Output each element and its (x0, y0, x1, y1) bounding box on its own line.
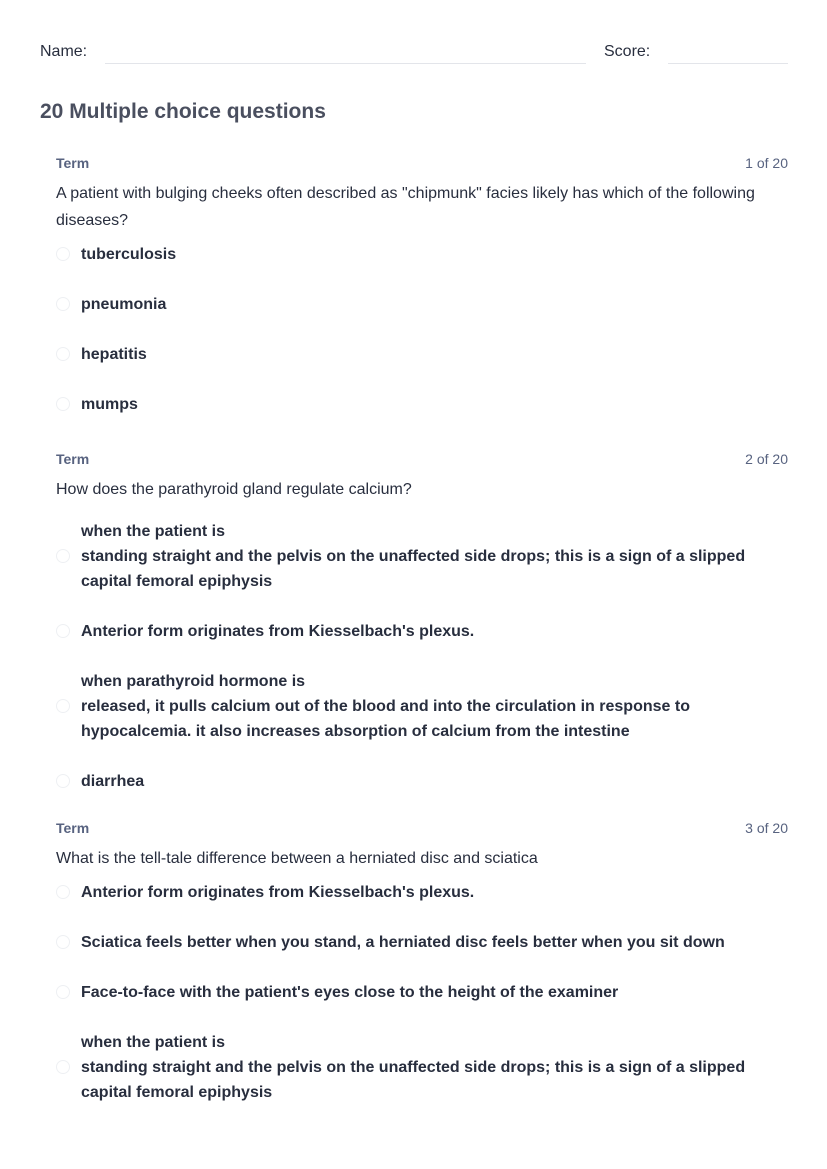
question-text: A patient with bulging cheeks often described as "chipmunk" facies likely has which of the following diseases? (56, 185, 755, 229)
question-counter: 3 of 20 (745, 820, 788, 836)
option-label: Face-to-face with the patient's eyes close to the height of the examiner (81, 984, 619, 1001)
answer-option[interactable] (56, 242, 788, 267)
question-counter: 2 of 20 (745, 451, 788, 467)
section-title: 20 Multiple choice questions (40, 100, 326, 123)
name-field-line[interactable] (105, 63, 586, 64)
radio-button-icon[interactable] (56, 297, 70, 311)
option-label: Sciatica feels better when you stand, a herniated disc feels better when you sit down (81, 934, 725, 951)
radio-button-icon[interactable] (56, 985, 70, 999)
worksheet-header (40, 40, 788, 66)
answer-options (56, 519, 788, 794)
radio-button-icon[interactable] (56, 935, 70, 949)
radio-button-icon[interactable] (56, 699, 70, 713)
question-1 (56, 155, 788, 442)
answer-options (56, 880, 788, 1105)
radio-button-icon[interactable] (56, 1060, 70, 1074)
term-label: Term (56, 155, 90, 171)
answer-option[interactable] (56, 292, 788, 317)
score-field-line[interactable] (668, 63, 788, 64)
radio-button-icon[interactable] (56, 397, 70, 411)
option-label: when the patient is standing straight and the pelvis on the unaffected side drops; this is a sign of a slipped capital femoral epiphysis (81, 1034, 746, 1101)
answer-options (56, 242, 788, 417)
answer-option[interactable] (56, 669, 788, 744)
option-label: Anterior form originates from Kiesselbach's plexus. (81, 884, 475, 901)
question-3 (56, 820, 788, 1130)
radio-button-icon[interactable] (56, 774, 70, 788)
radio-button-icon[interactable] (56, 549, 70, 563)
answer-option[interactable] (56, 342, 788, 367)
option-label: pneumonia (81, 296, 167, 313)
question-counter: 1 of 20 (745, 155, 788, 171)
answer-option[interactable] (56, 619, 788, 644)
answer-option[interactable] (56, 930, 788, 955)
name-label: Name: (40, 43, 88, 60)
answer-option[interactable] (56, 980, 788, 1005)
answer-option[interactable] (56, 519, 788, 594)
option-label: diarrhea (81, 773, 145, 790)
radio-button-icon[interactable] (56, 347, 70, 361)
answer-option[interactable] (56, 880, 788, 905)
option-label: mumps (81, 396, 138, 413)
answer-option[interactable] (56, 392, 788, 417)
question-text: What is the tell-tale difference between a herniated disc and sciatica (56, 850, 538, 867)
radio-button-icon[interactable] (56, 885, 70, 899)
option-label: when parathyroid hormone is released, it pulls calcium out of the blood and into the circulation in response to hypocalcemia. it also increases absorption of calcium from the intestine (81, 673, 690, 740)
answer-option[interactable] (56, 1030, 788, 1105)
option-label: tuberculosis (81, 246, 177, 263)
term-label: Term (56, 451, 90, 467)
radio-button-icon[interactable] (56, 247, 70, 261)
question-2 (56, 451, 788, 819)
option-label: hepatitis (81, 346, 147, 363)
score-label: Score: (604, 43, 651, 60)
question-text: How does the parathyroid gland regulate calcium? (56, 481, 412, 498)
option-label: when the patient is standing straight and the pelvis on the unaffected side drops; this is a sign of a slipped capital femoral epiphysis (81, 523, 746, 590)
radio-button-icon[interactable] (56, 624, 70, 638)
term-label: Term (56, 820, 90, 836)
answer-option[interactable] (56, 769, 788, 794)
option-label: Anterior form originates from Kiesselbach's plexus. (81, 623, 475, 640)
